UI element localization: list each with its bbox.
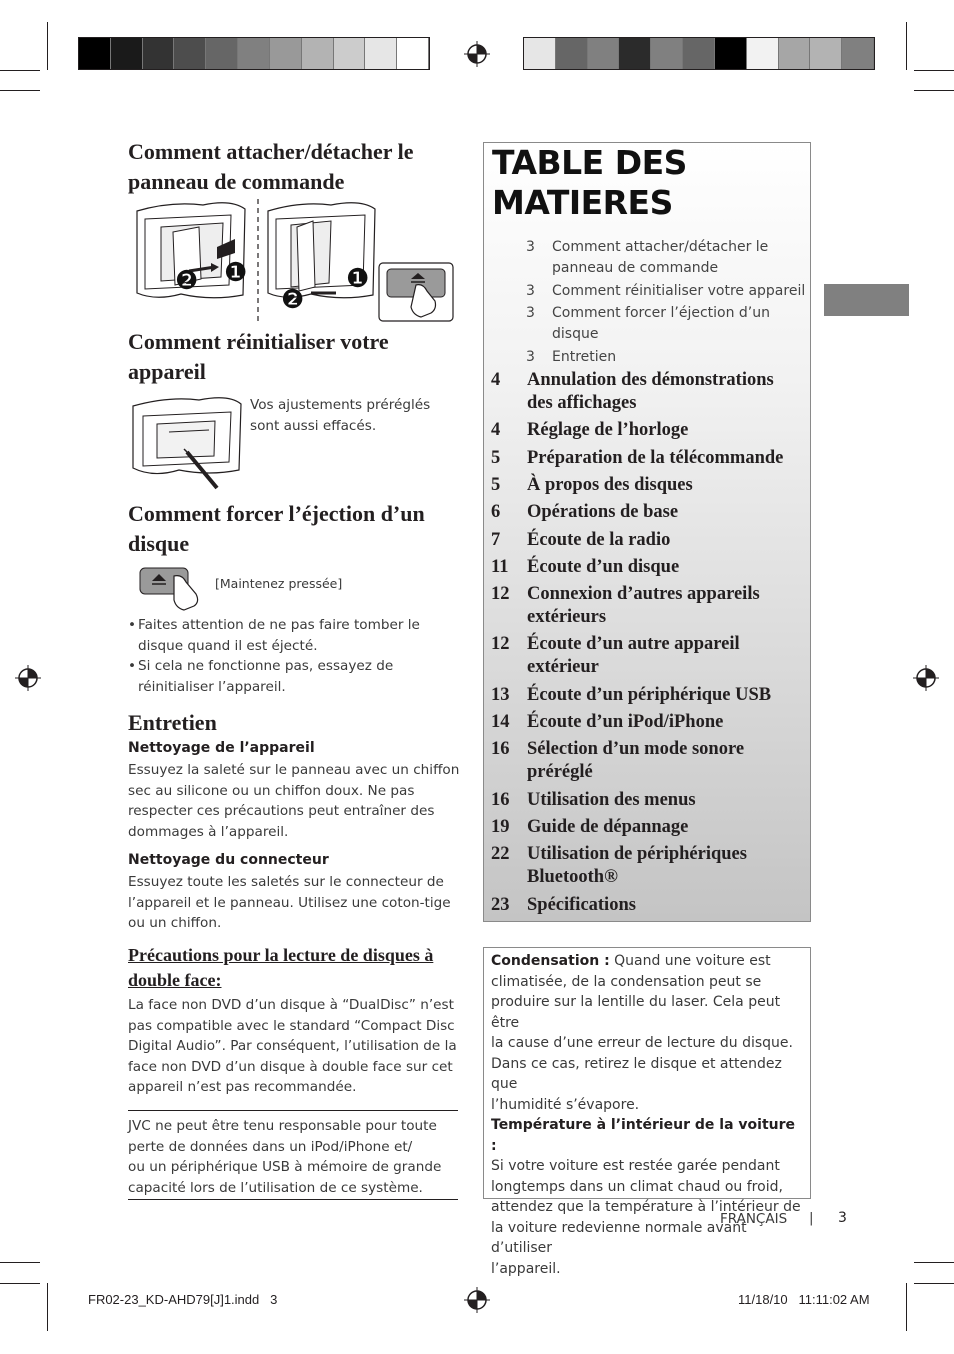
jvc-disclaimer: [128, 1116, 468, 1198]
toc-item-label: [527, 633, 807, 679]
toc-subitem-line1: Comment réinitialiser votre appareil: [552, 282, 806, 299]
toc-page-number: 3: [526, 282, 535, 299]
reset-note: [250, 395, 430, 436]
toc-page-number: 22: [491, 844, 510, 865]
color-swatch: [588, 38, 620, 69]
toc-page-number: 11: [491, 556, 509, 577]
attach-heading: [128, 137, 458, 197]
toc-item-label: [527, 789, 807, 812]
condensation-line: climatisée, de la condensation peut se: [491, 973, 762, 990]
toc-page-number: 7: [491, 529, 501, 550]
toc-item-label: [527, 711, 807, 734]
toc-item-line1: Annulation des démonstrations: [527, 370, 774, 390]
toc-item-line1: Écoute d’un autre appareil: [527, 634, 740, 655]
bullet-icon: •: [128, 658, 137, 674]
eject-bullet-2: [128, 656, 458, 697]
toc-item-label: [527, 738, 807, 784]
reset-note-line1: Vos ajustements préréglés: [250, 397, 431, 413]
condensation-label: Condensation :: [491, 953, 610, 969]
dualdisc-heading: [128, 943, 433, 993]
color-swatch: [683, 38, 715, 69]
toc-item-line2: des affichages: [527, 393, 637, 413]
jvc-disclaimer-line: JVC ne peut être tenu responsable pour toute: [128, 1118, 437, 1134]
dualdisc-line: appareil n’est pas recommandée.: [128, 1079, 357, 1095]
step-badge-1-icon: ❶: [224, 258, 248, 288]
toc-item-label: [527, 369, 807, 415]
temperature-line: l’appareil.: [491, 1260, 561, 1277]
unit-cleaning-text: [128, 760, 468, 842]
eject-heading: [128, 499, 458, 559]
color-swatch: [619, 38, 651, 69]
toc-subitem-line1: Entretien: [552, 348, 617, 365]
color-swatch: [397, 38, 429, 69]
toc-item-line1: Utilisation des menus: [527, 789, 696, 810]
temperature-line: longtemps dans un climat chaud ou froid,: [491, 1178, 783, 1195]
unit-cleaning-line: respecter ces précautions peut entraîner des: [128, 803, 435, 819]
toc-item-label: [527, 447, 807, 470]
toc-subitem-line2: disque: [552, 325, 599, 342]
toc-item-label: [527, 529, 807, 552]
unit-cleaning-line: Essuyez la saleté sur le panneau avec un chiffon: [128, 762, 460, 778]
reset-note-line2: sont aussi effacés.: [250, 417, 377, 434]
dualdisc-line: face non DVD d’un disque à double face sur cet: [128, 1058, 453, 1075]
eject-bullets: [128, 615, 458, 697]
color-swatch: [365, 38, 397, 69]
reset-heading-line2: appareil: [128, 359, 206, 384]
connector-cleaning-text: [128, 872, 468, 934]
connector-cleaning-line: ou un chiffon.: [128, 915, 222, 931]
toc-item-line1: Écoute de la radio: [527, 529, 671, 550]
condensation-line: la cause d’une erreur de lecture du disque.: [491, 1035, 793, 1051]
toc-subitem-line1: Comment attacher/détacher le: [552, 239, 769, 255]
condensation-line: Dans ce cas, retirez le disque et attendez que: [491, 1055, 782, 1092]
toc-item-line1: Opérations de base: [527, 502, 679, 523]
reset-illustration: [129, 394, 249, 494]
attach-heading-line1: Comment attacher/détacher le: [128, 139, 414, 164]
eject-heading-line2: disque: [128, 531, 190, 556]
footer-language: FRANÇAIS: [720, 1211, 788, 1227]
toc-item-label: [527, 583, 807, 629]
toc-subitem-label: [552, 347, 807, 368]
reset-heading-line1: Comment réinitialiser votre: [128, 329, 389, 354]
condensation-line: Quand une voiture est: [609, 953, 771, 969]
eject-bullet-2-line2: réinitialiser l’appareil.: [138, 678, 286, 695]
toc-page-number: 4: [491, 420, 501, 441]
unit-cleaning-line: sec au silicone ou un chiffon doux. Ne pas: [128, 782, 415, 799]
toc-page-number: 19: [491, 816, 510, 837]
toc-subitem-line2: panneau de commande: [552, 259, 719, 276]
toc-subitem-label: [552, 237, 807, 278]
toc-item-line1: Connexion d’autres appareils: [527, 584, 760, 605]
toc-item-line1: Écoute d’un périphérique USB: [527, 684, 772, 705]
toc-page-number: 3: [526, 239, 535, 255]
registration-mark-icon: [463, 1286, 491, 1314]
toc-page-number: 14: [491, 712, 510, 732]
jvc-disclaimer-line: perte de données dans un iPod/iPhone et/: [128, 1138, 413, 1155]
color-swatch: [111, 38, 143, 69]
toc-item-label: [527, 684, 807, 707]
condensation-line: l’humidité s’évapore.: [491, 1096, 640, 1113]
connector-cleaning-heading: Nettoyage du connecteur: [128, 852, 329, 868]
toc-page-number: 16: [491, 789, 510, 810]
step-badge-2-icon: ❷: [281, 285, 305, 315]
color-swatch: [810, 38, 842, 69]
toc-page-number: 3: [526, 348, 535, 365]
eject-bullet-1: [128, 615, 458, 656]
toc-item-label: [527, 816, 807, 839]
color-swatch: [302, 38, 334, 69]
toc-title-line2: MATIERES: [492, 183, 673, 222]
toc-page-number: 5: [491, 447, 501, 468]
toc-item-line2: extérieur: [527, 657, 599, 678]
color-swatch: [842, 38, 874, 69]
temperature-label: Température à l’intérieur de la voiture :: [491, 1117, 796, 1154]
color-bar-left: [78, 37, 430, 70]
toc-item-label: [527, 843, 807, 889]
jvc-disclaimer-line: ou un périphérique USB à mémoire de grande: [128, 1159, 442, 1175]
print-datetime: 11/18/10 11:11:02 AM: [738, 1292, 870, 1307]
language-tab-marker: [824, 284, 909, 316]
toc-item-line1: Préparation de la télécommande: [527, 447, 784, 468]
color-swatch: [238, 38, 270, 69]
eject-bullet-1-line1: Faites attention de ne pas faire tomber le: [138, 617, 420, 633]
eject-hold-label: [Maintenez pressée]: [215, 576, 343, 591]
color-swatch: [747, 38, 779, 69]
color-bar-right: [523, 37, 875, 70]
toc-item-line1: À propos des disques: [527, 474, 693, 495]
reset-heading: [128, 327, 458, 387]
dualdisc-line: La face non DVD d’un disque à “DualDisc” n’est: [128, 997, 454, 1013]
toc-item-line2: préréglé: [527, 762, 593, 783]
connector-cleaning-line: l’appareil et le panneau. Utilisez une coton-tige: [128, 894, 451, 911]
condensation-paragraph: [491, 951, 803, 1115]
color-swatch: [524, 38, 556, 69]
unit-cleaning-heading: Nettoyage de l’appareil: [128, 740, 315, 756]
color-swatch: [270, 38, 302, 69]
step-badge-1-icon: ❶: [346, 264, 370, 294]
footer-separator: |: [809, 1210, 814, 1226]
toc-page-number: 13: [491, 684, 510, 705]
temperature-line: Si votre voiture est restée garée pendant: [491, 1158, 780, 1174]
eject-bullet-2-line1: Si cela ne fonctionne pas, essayez de: [138, 658, 394, 674]
toc-item-line1: Écoute d’un disque: [527, 556, 680, 577]
toc-page-number: 12: [491, 584, 510, 605]
divider: [128, 1199, 458, 1200]
color-swatch: [143, 38, 175, 69]
eject-button-illustration: [138, 566, 216, 612]
toc-item-line1: Spécifications: [527, 894, 636, 915]
toc-page-number: 3: [526, 305, 535, 321]
toc-page-number: 6: [491, 502, 501, 523]
unit-cleaning-line: dommages à l’appareil.: [128, 823, 289, 840]
dualdisc-heading-line1: Précautions pour la lecture de disques à: [128, 945, 434, 965]
connector-cleaning-line: Essuyez toute les saletés sur le connecteur de: [128, 874, 444, 890]
toc-item-line1: Écoute d’un iPod/iPhone: [527, 712, 724, 732]
toc-page-number: 12: [491, 634, 510, 655]
toc-item-label: [527, 894, 807, 917]
divider: [128, 1110, 458, 1111]
bullet-icon: •: [128, 617, 137, 633]
toc-subitem-line1: Comment forcer l’éjection d’un: [552, 305, 771, 321]
toc-item-line1: Réglage de l’horloge: [527, 420, 689, 441]
registration-mark-icon: [14, 664, 42, 692]
step-badge-2-icon: ❷: [175, 266, 199, 296]
toc-title-line1: TABLE DES: [492, 143, 687, 182]
color-swatch: [556, 38, 588, 69]
toc-item-line1: Sélection d’un mode sonore: [527, 739, 745, 760]
condensation-line: produire sur la lentille du laser. Cela peut être: [491, 994, 781, 1031]
dualdisc-text: [128, 995, 468, 1098]
color-swatch: [79, 38, 111, 69]
color-swatch: [651, 38, 683, 69]
maintenance-heading: Entretien: [128, 710, 217, 735]
color-swatch: [206, 38, 238, 69]
toc-item-line1: Guide de dépannage: [527, 816, 689, 837]
toc-page-number: 23: [491, 894, 510, 915]
eject-heading-line1: Comment forcer l’éjection d’un: [128, 501, 425, 526]
eject-bullet-1-line2: disque quand il est éjecté.: [138, 637, 318, 654]
print-file-name: FR02-23_KD-AHD79[J]1.indd 3: [88, 1292, 278, 1307]
toc-item-label: [527, 501, 807, 524]
toc-item-label: [527, 556, 807, 579]
toc-item-line2: extérieurs: [527, 607, 607, 628]
toc-title: [492, 143, 687, 223]
color-swatch: [779, 38, 811, 69]
jvc-disclaimer-line: capacité lors de l’utilisation de ce système.: [128, 1179, 423, 1196]
dualdisc-line: Digital Audio”. Par conséquent, l’utilisation de la: [128, 1038, 457, 1054]
page-number: 3: [838, 1210, 847, 1226]
toc-item-line2: Bluetooth®: [527, 867, 618, 888]
temperature-line: la voiture redevienne normale avant d’utiliser: [491, 1219, 747, 1256]
toc-page-number: 16: [491, 739, 510, 760]
toc-item-label: [527, 419, 807, 442]
toc-subitem-label: [552, 281, 807, 302]
toc-subitem-label: [552, 303, 807, 344]
dualdisc-line: pas compatible avec le standard “Compact Disc: [128, 1017, 455, 1034]
color-swatch: [334, 38, 366, 69]
registration-mark-icon: [463, 40, 491, 68]
attach-heading-line2: panneau de commande: [128, 169, 345, 194]
temperature-paragraph: [491, 1115, 803, 1279]
temperature-line: attendez que la température à l’intérieur de: [491, 1199, 801, 1215]
color-swatch: [174, 38, 206, 69]
toc-page-number: 5: [491, 474, 501, 495]
table-of-contents: [483, 142, 811, 922]
toc-item-label: [527, 474, 807, 497]
toc-page-number: 4: [491, 370, 501, 390]
toc-item-line1: Utilisation de périphériques: [527, 844, 747, 865]
color-swatch: [715, 38, 747, 69]
registration-mark-icon: [912, 664, 940, 692]
dualdisc-heading-line2: double face:: [128, 970, 222, 990]
